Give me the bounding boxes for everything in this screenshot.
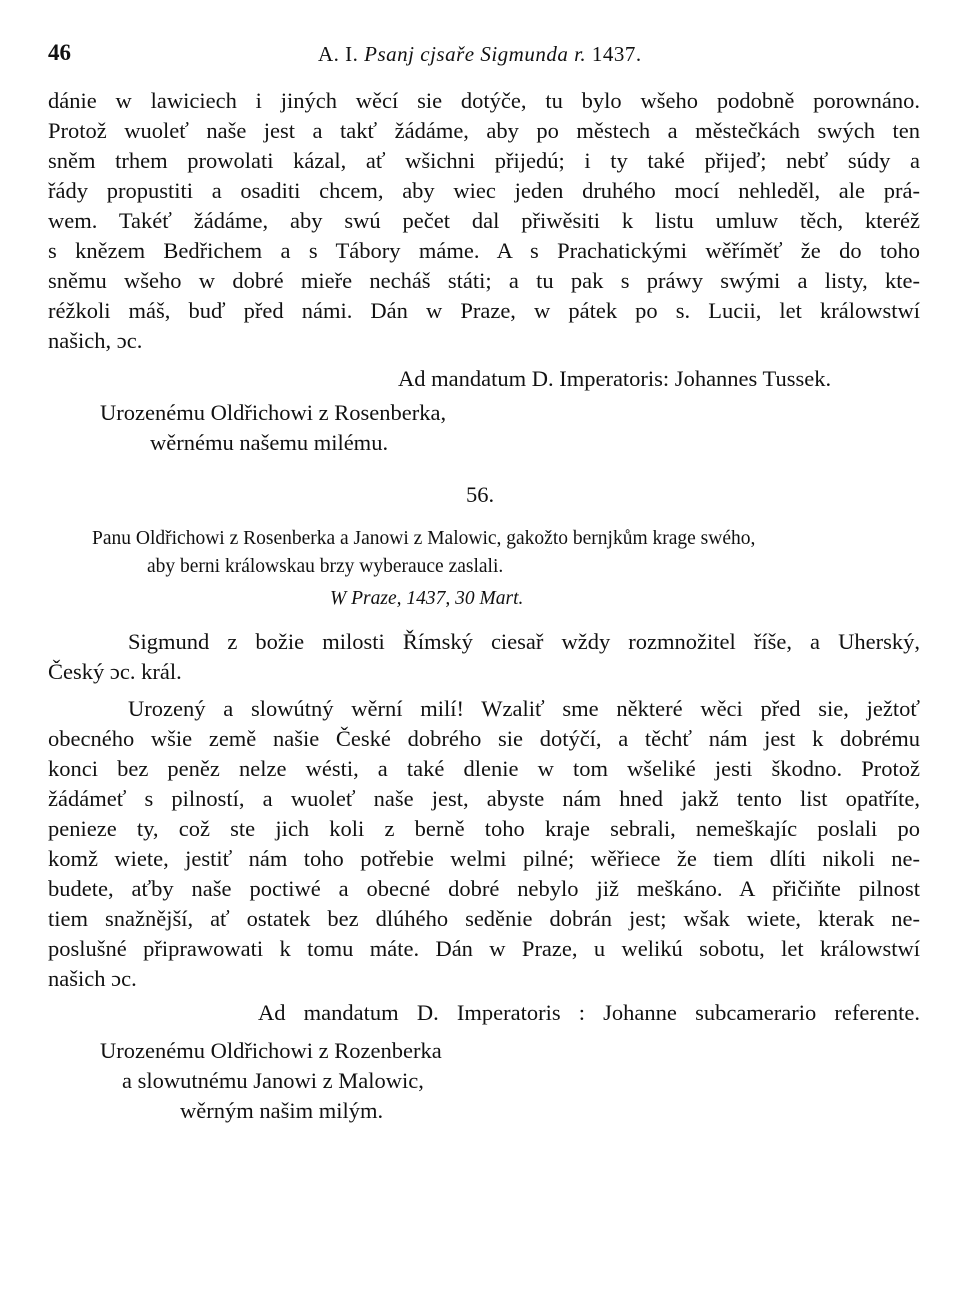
text-line: réžkoli máš, buď před námi. Dán w Praze, w pátek po s. Lucii, let králowstwí xyxy=(48,298,920,323)
text-line: poslušné připrawowati k tomu máte. Dán w Praze, u welikú sobotu, let králowstwí xyxy=(48,936,920,961)
text-line: našich, ɔc. xyxy=(48,328,143,353)
running-head xyxy=(318,42,642,67)
summary-line: Panu Oldřichowi z Rosenberka a Janowi z Malowic, gakožto bernjkům krage swého, xyxy=(92,528,756,549)
text-line: wem. Takéť žádáme, aby swú pečet dal přiwěsiti k listu umluw těch, kteréž xyxy=(48,208,920,233)
text-line: Protož wuoleť naše jest a takť žádáme, aby po městech a městečkách swých ten xyxy=(48,118,920,143)
address-line: Urozenému Oldřichowi z Rozenberka xyxy=(100,1038,442,1063)
running-head-year: 1437. xyxy=(591,42,642,66)
dateline: W Praze, 1437, 30 Mart. xyxy=(330,588,524,609)
salutation-line: Český ɔc. král. xyxy=(48,659,182,684)
signature-line: Ad mandatum D. Imperatoris: Johannes Tussek. xyxy=(398,366,832,391)
signature-line: Ad mandatum D. Imperatoris : Johanne subcamerario referente. xyxy=(258,1000,920,1025)
page-header xyxy=(48,40,918,74)
text-line: tiem snažnější, ať ostatek bez dlúhého seděnie dobrán jest; wšak wiete, kterak ne- xyxy=(48,906,920,931)
salutation-line: Sigmund z božie milosti Římský ciesař wždy rozmnožitel říše, a Uherský, xyxy=(128,629,920,654)
running-head-section: A. I. xyxy=(318,42,359,66)
address-line: Urozenému Oldřichowi z Rosenberka, xyxy=(100,400,447,425)
text-line: s knězem Bedřichem a s Tábory máme. A s Prachatickými wěříměť že do toho xyxy=(48,238,920,263)
text-line: žádámeť s pilností, a wuoleť naše jest, abyste nám hned jakž tento list opatříte, xyxy=(48,786,920,811)
summary-line: aby berni králowskau brzy wyberauce zaslali. xyxy=(147,556,504,577)
text-line: penieze ty, což ste jich koli z berně toho kraje sebrali, nemeškajíc poslali po xyxy=(48,816,920,841)
address-line: wěrným našim milým. xyxy=(180,1098,384,1123)
text-line: komž wiete, jestiť nám toho potřebie welmi pilné; wěřiece že tiem dlíti nikoli ne- xyxy=(48,846,920,871)
running-head-title: Psanj cjsaře Sigmunda r. xyxy=(364,42,587,66)
address-line: a slowutnému Janowi z Malowic, xyxy=(122,1068,424,1093)
address-line: wěrnému našemu milému. xyxy=(150,430,389,455)
text-line: sněm trhem prowolati kázal, ať wšichni přijedú; i ty také přijeď; nebť súdy a xyxy=(48,148,920,173)
text-line: Urozený a slowútný wěrní milí! Wzaliť sme některé wěci před sie, ježtoť xyxy=(128,696,920,721)
text-line: konci bez peněz nelze wésti, a také dlenie w tom wšeliké jesti škodno. Protož xyxy=(48,756,920,781)
text-line: našich ɔc. xyxy=(48,966,137,991)
text-line: obecného wšie země našie České dobrého sie dotýčí, a těchť nám jest k dobrému xyxy=(48,726,920,751)
page-number: 46 xyxy=(48,40,71,65)
text-line: dánie w lawiciech i jiných wěcí sie dotýče, tu bylo wšeho podobně porownáno. xyxy=(48,88,920,113)
letter-number: 56. xyxy=(466,482,495,507)
text-line: budete, aťby naše poctiwé a obecné dobré nebylo již meškáno. A přičiňte pilnost xyxy=(48,876,920,901)
text-line: řády propustiti a osaditi chcem, aby wiec jeden druhého mocí nehleděl, ale prá- xyxy=(48,178,920,203)
text-line: sněmu wšeho w dobré mieře necháš státi; a tu pak s práwy swými a listy, kte- xyxy=(48,268,920,293)
